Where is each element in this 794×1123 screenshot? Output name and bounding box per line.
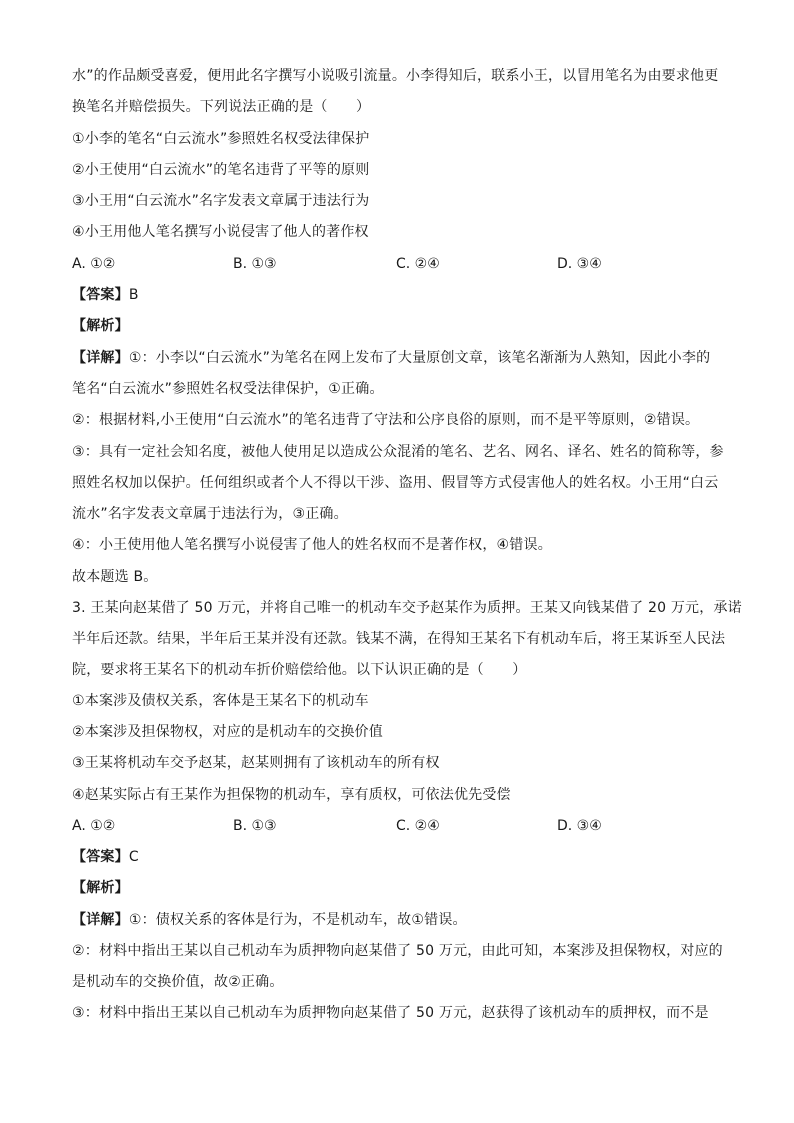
q3-statement-3: ③王某将机动车交予赵某，赵某则拥有了该机动车的所有权 [72, 755, 440, 771]
q2-answer [72, 285, 139, 305]
q3-detail-line-3: 是机动车的交换价值，故②正确。 [72, 974, 284, 990]
q2-option-d: D. ③④ [557, 256, 602, 272]
q2-detail-line-3: ②：根据材料,小王使用“白云流水”的笔名违背了守法和公序良俗的原则，而不是平等原则，②错误。 [72, 412, 700, 428]
q2-detail-line-1 [72, 348, 710, 368]
q2-statement-1: ①小李的笔名“白云流水”参照姓名权受法律保护 [72, 131, 370, 147]
q2-detail-label: 【详解】 [72, 350, 129, 366]
q2-detail-text-1: ①：小李以“白云流水”为笔名在网上发布了大量原创文章，该笔名渐渐为人熟知，因此小李的 [128, 350, 711, 366]
q3-option-d: D. ③④ [557, 818, 602, 834]
q2-conclusion: 故本题选 B。 [72, 569, 158, 585]
q2-statement-4: ④小王用他人笔名撰写小说侵害了他人的著作权 [72, 224, 369, 240]
q3-detail-line-4: ③：材料中指出王某以自己机动车为质押物向赵某借了 50 万元，赵获得了该机动车的质押权，而不是 [72, 1005, 709, 1021]
q3-stem-line-2: 半年后还款。结果，半年后王某并没有还款。钱某不满，在得知王某名下有机动车后，将王某诉至人民法 [72, 631, 726, 647]
q3-statement-2: ②本案涉及担保物权，对应的是机动车的交换价值 [72, 724, 383, 740]
q2-answer-value: B [128, 287, 139, 303]
q3-stem-line-1: 3. 王某向赵某借了 50 万元，并将自己唯一的机动车交予赵某作为质押。王某又向钱某借了 20 万元，承诺 [72, 600, 742, 616]
q3-answer [72, 847, 139, 867]
q3-detail-line-1 [72, 910, 467, 930]
q2-option-c: C. ②④ [396, 256, 440, 272]
q3-detail-text-1: ①：债权关系的客体是行为，不是机动车，故①错误。 [128, 912, 467, 928]
q3-detail-label: 【详解】 [72, 912, 129, 928]
q3-option-c: C. ②④ [396, 818, 440, 834]
q2-detail-line-7: ④：小王使用他人笔名撰写小说侵害了他人的姓名权而不是著作权，④错误。 [72, 537, 552, 553]
q2-detail-line-6: 流水”名字发表文章属于违法行为，③正确。 [72, 506, 348, 522]
q2-answer-label: 【答案】 [72, 287, 129, 303]
q3-statement-4: ④赵某实际占有王某作为担保物的机动车，享有质权，可依法优先受偿 [72, 787, 511, 803]
q2-analysis-label: 【解析】 [72, 318, 129, 334]
q2-detail-line-4: ③：具有一定社会知名度，被他人使用足以造成公众混淆的笔名、艺名、网名、译名、姓名的简称等，参 [72, 444, 724, 460]
q3-answer-value: C [128, 849, 139, 865]
q2-statement-2: ②小王使用“白云流水”的笔名违背了平等的原则 [72, 162, 370, 178]
q3-analysis-label: 【解析】 [72, 880, 129, 896]
q2-detail-line-5: 照姓名权加以保护。任何组织或者个人不得以干涉、盗用、假冒等方式侵害他人的姓名权。小王用“白云 [72, 475, 719, 491]
q2-statement-3: ③小王用“白云流水”名字发表文章属于违法行为 [72, 193, 370, 209]
q2-detail-line-2: 笔名“白云流水”参照姓名权受法律保护，①正确。 [72, 381, 384, 397]
q2-option-b: B. ①③ [233, 256, 277, 272]
q3-statement-1: ①本案涉及债权关系，客体是王某名下的机动车 [72, 693, 369, 709]
q2-stem-line-1: 水”的作品颇受喜爱，便用此名字撰写小说吸引流量。小李得知后，联系小王，以冒用笔名为由要求他更 [72, 68, 719, 84]
q3-option-b: B. ①③ [233, 818, 277, 834]
q2-option-a: A. ①② [72, 256, 116, 272]
q2-stem-line-2: 换笔名并赔偿损失。下列说法正确的是（ ） [72, 99, 371, 115]
q3-answer-label: 【答案】 [72, 849, 129, 865]
q3-stem-line-3: 院，要求将王某名下的机动车折价赔偿给他。以下认识正确的是（ ） [72, 662, 527, 678]
q3-option-a: A. ①② [72, 818, 116, 834]
q3-detail-line-2: ②：材料中指出王某以自己机动车为质押物向赵某借了 50 万元，由此可知，本案涉及担保物权，对应的 [72, 943, 723, 959]
